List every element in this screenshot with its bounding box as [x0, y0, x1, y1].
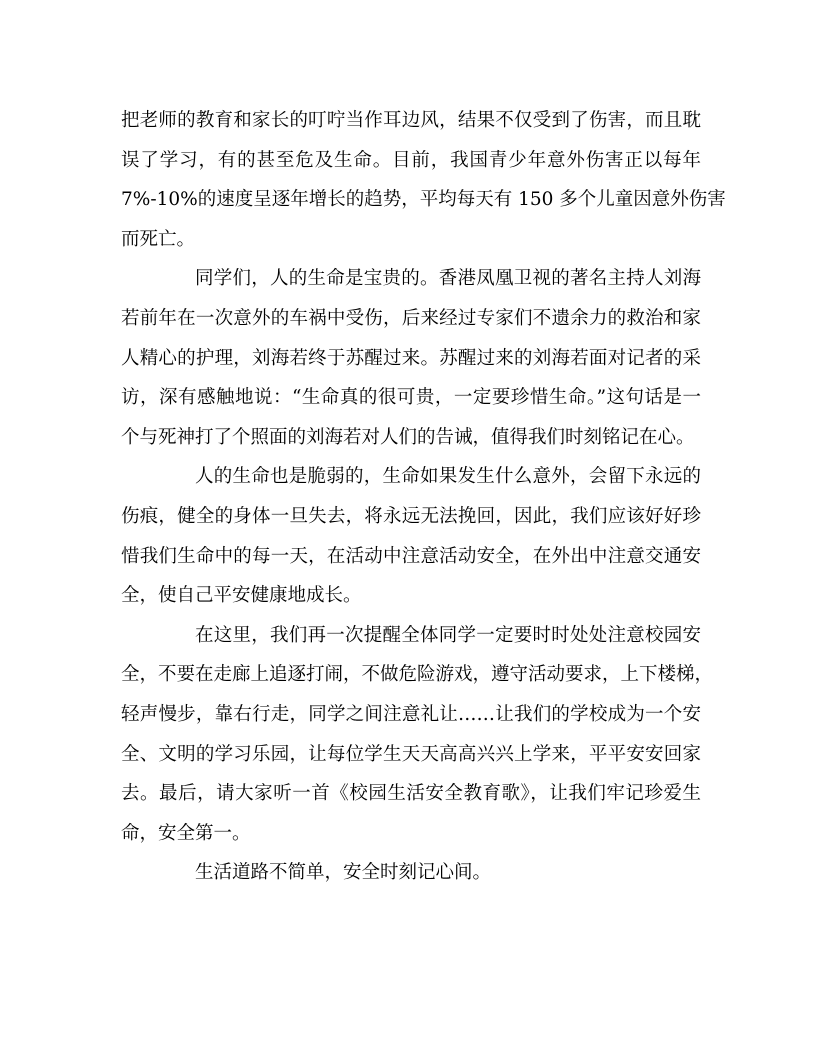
text-line: 去。最后，请大家听一首《校园生活安全教育歌》，让我们牢记珍爱生	[121, 783, 701, 805]
paragraph-first-line: 生活道路不简单，安全时刻记心间。	[195, 862, 492, 884]
text-line: 惜我们生命中的每一天，在活动中注意活动安全，在外出中注意交通安	[121, 545, 701, 567]
text-line: 7%-10%的速度呈逐年增长的趋势，平均每天有 150 多个儿童因意外伤害	[121, 189, 726, 211]
document-body	[121, 101, 726, 893]
text-line: 误了学习，有的甚至危及生命。目前，我国青少年意外伤害正以每年	[121, 149, 701, 171]
text-line: 命，安全第一。	[121, 822, 251, 844]
paragraph-first-line: 人的生命也是脆弱的，生命如果发生什么意外，会留下永远的	[195, 466, 701, 488]
text-line: 伤痕，健全的身体一旦失去，将永远无法挽回，因此，我们应该好好珍	[121, 505, 701, 527]
text-line: 而死亡。	[121, 228, 196, 250]
text-line: 个与死神打了个照面的刘海若对人们的告诫，值得我们时刻铭记在心。	[121, 426, 695, 448]
text-line: 全、文明的学习乐园，让每位学生天天高高兴兴上学来，平平安安回家	[121, 743, 701, 765]
text-line: 人精心的护理，刘海若终于苏醒过来。苏醒过来的刘海若面对记者的采	[121, 347, 701, 369]
paragraph-first-line: 在这里，我们再一次提醒全体同学一定要时时处处注意校园安	[195, 624, 701, 646]
text-line: 访，深有感触地说：“生命真的很可贵，一定要珍惜生命。”这句话是一	[121, 387, 701, 409]
text-line: 若前年在一次意外的车祸中受伤，后来经过专家们不遗余力的救治和家	[121, 307, 701, 329]
paragraph-first-line: 同学们，人的生命是宝贵的。香港凤凰卫视的著名主持人刘海	[195, 268, 701, 290]
text-line: 把老师的教育和家长的叮咛当作耳边风，结果不仅受到了伤害，而且耽	[121, 110, 701, 131]
text-line: 轻声慢步，靠右行走，同学之间注意礼让……让我们的学校成为一个安	[121, 703, 701, 725]
text-line: 全，不要在走廊上追逐打闹，不做危险游戏，遵守活动要求，上下楼梯，	[121, 664, 714, 686]
text-line: 全，使自己平安健康地成长。	[121, 585, 362, 607]
